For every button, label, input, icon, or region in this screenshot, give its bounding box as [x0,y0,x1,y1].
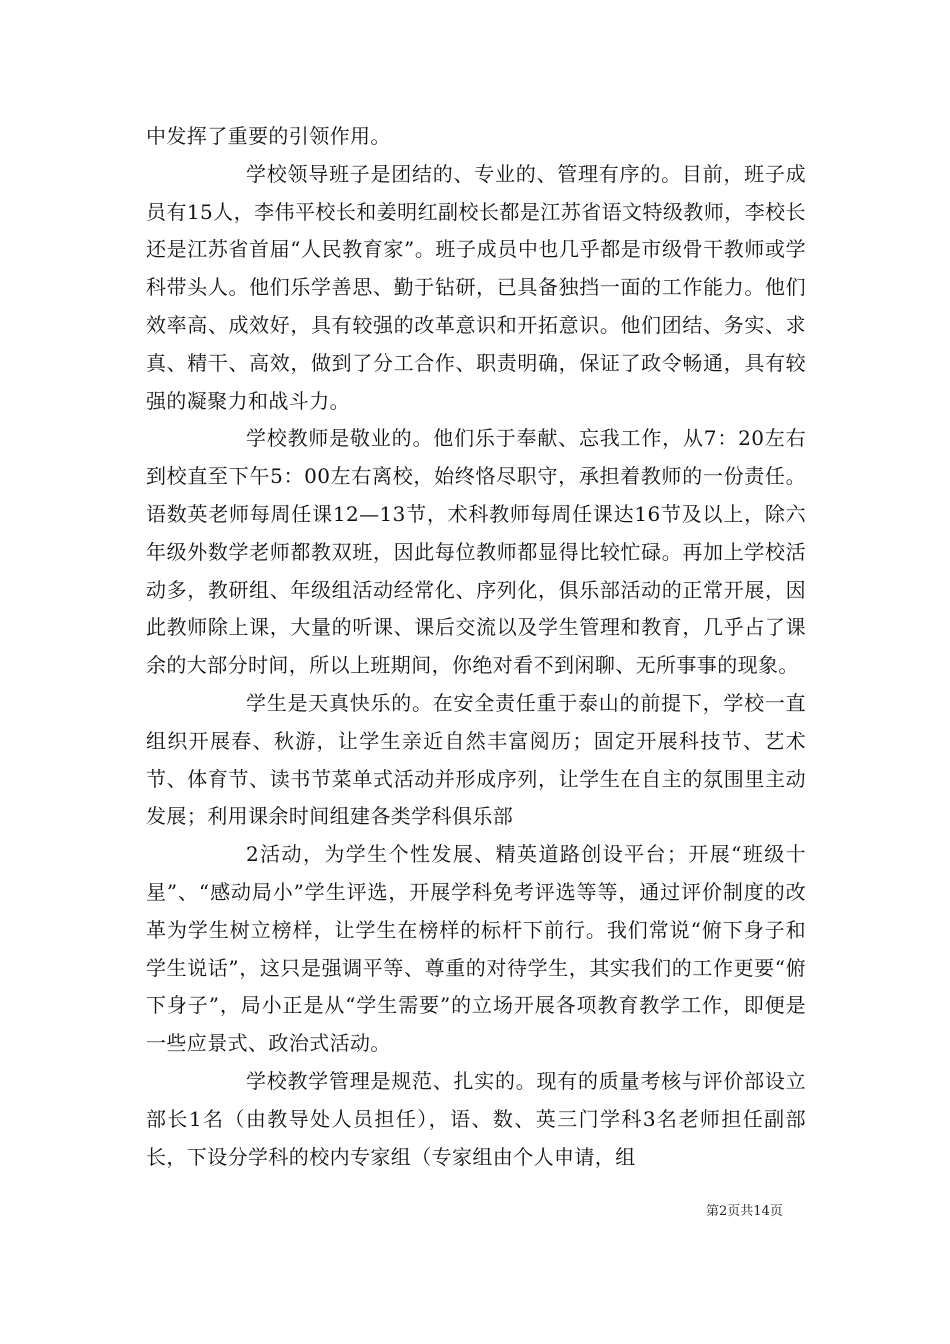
paragraph-continuation: 中发挥了重要的引领作用。 [146,124,391,148]
paragraph-leadership: 学校领导班子是团结的、专业的、管理有序的。目前，班子成员有15人，李伟平校长和姜明红副校长都是江苏省语文特级教师，李校长还是江苏省首届“人民教育家”。班子成员中也几乎都是市级骨干教师或学科带头人。他们乐学善思、勤于钻研，已具备独挡一面的工作能力。他们效率高、成效好，具有较强的改革意识和开拓意识。他们团结、务实、求真、精干、高效，做到了分工合作、职责明确，保证了政令畅通，具有较强的凝聚力和战斗力。 [146,161,806,413]
page-number: 第2页共14页 [706,1204,783,1219]
paragraph-teachers: 学校教师是敬业的。他们乐于奉献、忘我工作，从7：20左右到校直至下午5：00左右离校，始终恪尽职守，承担着教师的一份责任。语数英老师每周任课12—13节，术科教师每周任课达16节及以上，除六年级外数学老师都教双班，因此每位教师都显得比较忙碌。再加上学校活动多，教研组、年级组活动经常化、序列化，俱乐部活动的正常开展，因此教师除上课，大量的听课、课后交流以及学生管理和教育，几乎占了课余的大部分时间，所以上班期间，你绝对看不到闲聊、无所事事的现象。 [146,426,806,678]
paragraph-teaching-management: 学校教学管理是规范、扎实的。现有的质量考核与评价部设立部长1名（由教导处人员担任），语、数、英三门学科3名老师担任副部长，下设分学科的校内专家组（专家组由个人申请，组 [146,1068,806,1169]
document-body [146,118,806,1176]
paragraph-activities: 2活动，为学生个性发展、精英道路创设平台；开展“班级十星”、“感动局小”学生评选，开展学科免考评选等等，通过评价制度的改革为学生树立榜样，让学生在榜样的标杆下前行。我们常说“俯下身子和学生说话”，这只是强调平等、尊重的对待学生，其实我们的工作更要“俯下身子”，局小正是从“学生需要”的立场开展各项教育教学工作，即便是一些应景式、政治式活动。 [146,842,806,1056]
paragraph-students: 学生是天真快乐的。在安全责任重于泰山的前提下，学校一直组织开展春、秋游，让学生亲近自然丰富阅历；固定开展科技节、艺术节、体育节、读书节菜单式活动并形成序列，让学生在自主的氛围里主动发展；利用课余时间组建各类学科俱乐部 [146,690,806,829]
